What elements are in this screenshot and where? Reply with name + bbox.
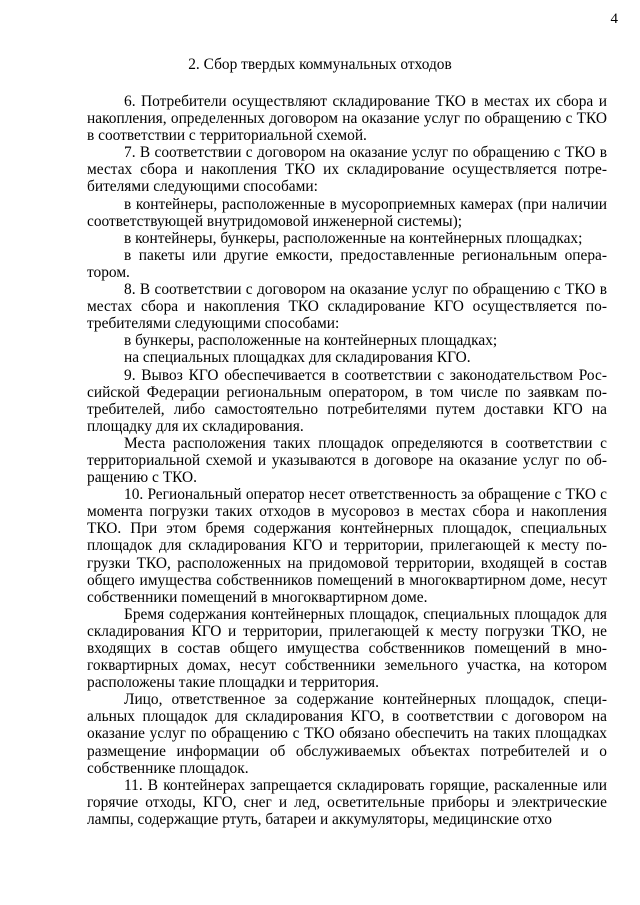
paragraph-7-item-1: в контейнеры, расположенные в мусороприемных камерах (при наличии соответствующей внутридомовой инженерной системы); [87,195,607,230]
paragraph-10-continuation-1: Бремя содержания контейнерных площадок, специальных площадок для складирования КГО и территории, прилегающей к месту погрузки ТКО, не входящих в состав общего имущества собственников помещений в многоквартирных домах, несут собственники земельного участка, на котором расположены такие площадки и территория. [87,605,607,692]
paragraph-10-continuation-2: Лицо, ответственное за содержание контейнерных площадок, специальных площадок для складирования КГО, в соответствии с договором на оказание услуг по обращению с ТКО обязано обеспечить на таких площадках размещение информации об обслуживаемых объектах потребителей и о собственнике площадок. [87,691,607,777]
paragraph-8: 8. В соответствии с договором на оказание услуг по обращению с ТКО в местах сбора и накопления ТКО складирование КГО осуществляется потребителями следующими способами: [87,281,607,333]
paragraph-8-item-1: в бункеры, расположенные на контейнерных площадках; [124,332,498,350]
paragraph-10: 10. Региональный оператор несет ответственность за обращение с ТКО с момента погрузки таких отходов в мусоровоз в местах сбора и накопления ТКО. При этом бремя содержания контейнерных площадок, специальных площадок для складирования КГО и территории, прилегающей к месту погрузки ТКО, расположенных на придомовой территории, входящей в состав общего имущества собственников помещений в многоквартирном доме, несут собственники помещений в многоквартирном доме. [87,486,607,606]
paragraph-7-item-2: в контейнеры, бункеры, расположенные на контейнерных площадках; [124,229,583,247]
paragraph-6: 6. Потребители осуществляют складирование ТКО в местах их сбора и накопления, определенных договором на оказание услуг по обращению с ТКО в соответствии с территориальной схемой. [87,93,607,145]
section-title: 2. Сбор твердых коммунальных отходов [188,56,452,73]
paragraph-8-item-2: на специальных площадках для складирования КГО. [124,349,471,367]
document-body [87,93,607,828]
paragraph-9-continuation: Места расположения таких площадок определяются в соответствии с территориальной схемой и указываются в договоре на оказание услуг по обращению с ТКО. [87,434,607,487]
paragraph-11: 11. В контейнерах запрещается складировать горящие, раскаленные или горячие отходы, КГО, снег и лед, осветительные приборы и электрические лампы, содержащие ртуть, батареи и аккумуляторы, медицинские отхо [87,776,607,828]
paragraph-9: 9. Вывоз КГО обеспечивается в соответствии с законодательством Российской Федерации региональным оператором, в том числе по заявкам потребителей, либо самостоятельно потребителями путем доставки КГО на площадку для их складирования. [87,366,607,435]
paragraph-7: 7. В соответствии с договором на оказание услуг по обращению с ТКО в местах сбора и накопления ТКО их складирование осуществляется потребителями следующими способами: [87,144,607,196]
page-number: 4 [610,11,618,27]
paragraph-7-item-3: в пакеты или другие емкости, предоставленные региональным оператором. [87,246,607,281]
